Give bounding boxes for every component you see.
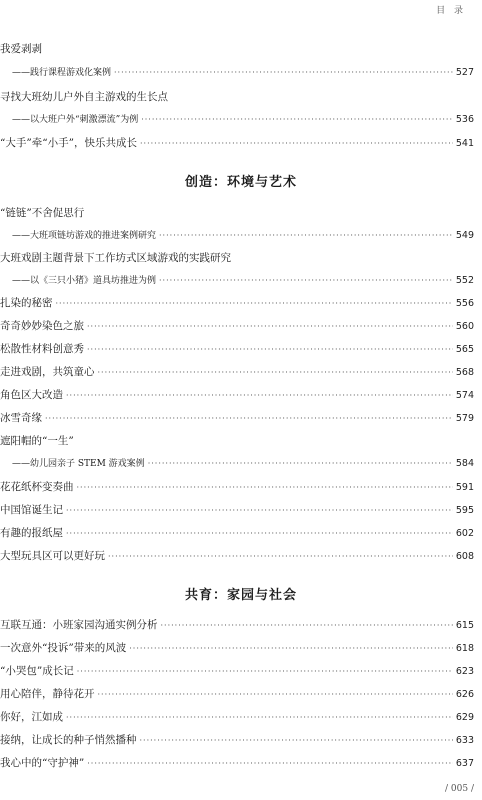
toc-entry-page: 568	[455, 367, 474, 378]
toc-entry-title: 奇奇妙妙染色之旅	[0, 320, 84, 332]
leader-dots	[56, 297, 453, 311]
toc-entry-title: ——以《三只小猪》道具坊推进为例	[12, 276, 157, 286]
page-number: / 005 /	[445, 784, 474, 794]
toc-entry[interactable]	[0, 319, 474, 334]
toc-entry[interactable]	[0, 206, 474, 220]
leader-dots	[140, 734, 453, 748]
toc-entry-page: 584	[455, 458, 474, 469]
toc-entry-title: 遮阳帽的“一生”	[0, 435, 74, 447]
leader-dots	[66, 389, 453, 403]
toc-entry-title: ——幼儿园亲子 STEM 游戏案例	[12, 459, 145, 469]
toc-entry-page: 552	[455, 275, 474, 286]
toc-subentry[interactable]	[12, 229, 474, 243]
leader-dots	[66, 527, 453, 541]
toc-entry-title: 接纳，让成长的种子悄然播种	[0, 734, 137, 746]
toc-entry[interactable]	[0, 411, 474, 426]
toc-entry-page: 591	[455, 482, 474, 493]
toc-entry[interactable]	[0, 296, 474, 311]
section-heading: 共育：家园与社会	[184, 588, 297, 603]
leader-dots	[87, 343, 453, 357]
leader-dots	[77, 665, 453, 679]
section-heading: 创造：环境与艺术	[184, 175, 297, 190]
toc-entry[interactable]	[0, 526, 474, 541]
leader-dots	[161, 619, 453, 633]
toc-subentry[interactable]	[12, 113, 474, 127]
leader-dots	[159, 229, 453, 243]
toc-entry[interactable]	[0, 90, 474, 104]
toc-entry-page: 536	[455, 114, 474, 125]
leader-dots	[98, 688, 453, 702]
toc-entry[interactable]	[0, 503, 474, 518]
toc-entry-title: 花花纸杯变奏曲	[0, 481, 74, 493]
toc-entry[interactable]	[0, 480, 474, 495]
toc-entry-title: ——践行课程游戏化案例	[12, 68, 112, 78]
toc-entry-page: 574	[455, 390, 474, 401]
leader-dots	[114, 66, 453, 80]
leader-dots	[141, 113, 453, 127]
page-header: 目 录	[436, 6, 466, 16]
leader-dots	[129, 642, 453, 656]
toc-entry-title: 一次意外“投诉”带来的风波	[0, 642, 127, 654]
toc-entry-page: 602	[455, 528, 474, 539]
toc-subentry[interactable]	[12, 457, 474, 471]
toc-entry-page: 608	[455, 551, 474, 562]
leader-dots	[140, 137, 453, 151]
toc-entry-title: 松散性材料创意秀	[0, 343, 84, 355]
toc-entry-page: 556	[455, 298, 474, 309]
toc-entry-title: “大手”牵“小手”，快乐共成长	[0, 137, 137, 149]
toc-entry[interactable]	[0, 365, 474, 380]
toc-entry-title: 角色区大改造	[0, 389, 63, 401]
toc-entry-page: 527	[455, 67, 474, 78]
toc-entry-title: 用心陪伴，静待花开	[0, 688, 95, 700]
leader-dots	[159, 274, 453, 288]
toc-entry[interactable]	[0, 42, 474, 56]
toc-entry-title: 寻找大班幼儿户外自主游戏的生长点	[0, 91, 168, 103]
toc-entry-title: 冰雪奇缘	[0, 412, 42, 424]
toc-entry[interactable]	[0, 687, 474, 702]
leader-dots	[108, 550, 453, 564]
toc-entry-page: 565	[455, 344, 474, 355]
toc-entry[interactable]	[0, 756, 474, 771]
toc-entry-page: 579	[455, 413, 474, 424]
toc-entry-page: 549	[455, 230, 474, 241]
leader-dots	[77, 481, 453, 495]
toc-entry-page: 541	[455, 138, 474, 149]
toc-subentry[interactable]	[12, 66, 474, 80]
toc-entry-title: 大型玩具区可以更好玩	[0, 550, 105, 562]
toc-entry[interactable]	[0, 733, 474, 748]
toc-entry[interactable]	[0, 251, 474, 265]
toc-entry-page: 595	[455, 505, 474, 516]
toc-entry[interactable]	[0, 136, 474, 151]
toc-entry-title: 大班戏剧主题背景下工作坊式区域游戏的实践研究	[0, 252, 231, 264]
toc-entry-title: 有趣的报纸屋	[0, 527, 63, 539]
toc-entry-title: 扎染的秘密	[0, 297, 53, 309]
toc-entry-page: 618	[455, 643, 474, 654]
toc-entry-page: 637	[455, 758, 474, 769]
toc-entry-title: 走进戏剧，共筑童心	[0, 366, 95, 378]
toc-entry-title: 我爱剥剥	[0, 43, 42, 55]
toc-entry-title: 中国馆诞生记	[0, 504, 63, 516]
toc-entry[interactable]	[0, 710, 474, 725]
toc-entry[interactable]	[0, 342, 474, 357]
toc-entry-title: “链链”不舍促思行	[0, 207, 85, 219]
toc-entry[interactable]	[0, 549, 474, 564]
leader-dots	[45, 412, 453, 426]
toc-entry[interactable]	[0, 641, 474, 656]
leader-dots	[98, 366, 453, 380]
toc-entry-title: 我心中的“守护神”	[0, 757, 85, 769]
toc-entry-title: “小哭包”成长记	[0, 665, 74, 677]
toc-entry[interactable]	[0, 388, 474, 403]
toc-entry-page: 633	[455, 735, 474, 746]
toc-entry-page: 615	[455, 620, 474, 631]
leader-dots	[148, 457, 453, 471]
toc-subentry[interactable]	[12, 274, 474, 288]
toc-entry-page: 629	[455, 712, 474, 723]
toc-entry-title: ——以大班户外“刺激漂流”为例	[12, 115, 139, 125]
toc-entry[interactable]	[0, 434, 474, 448]
leader-dots	[87, 320, 453, 334]
leader-dots	[66, 711, 453, 725]
toc-entry-page: 560	[455, 321, 474, 332]
toc-entry[interactable]	[0, 618, 474, 633]
toc-entry[interactable]	[0, 664, 474, 679]
leader-dots	[66, 504, 453, 518]
toc-entry-title: ——大班项链坊游戏的推进案例研究	[12, 231, 157, 241]
toc-entry-title: 互联互通：小班家园沟通实例分析	[0, 619, 158, 631]
toc-entry-page: 623	[455, 666, 474, 677]
leader-dots	[87, 757, 453, 771]
toc-entry-page: 626	[455, 689, 474, 700]
toc-entry-title: 你好，江如成	[0, 711, 63, 723]
